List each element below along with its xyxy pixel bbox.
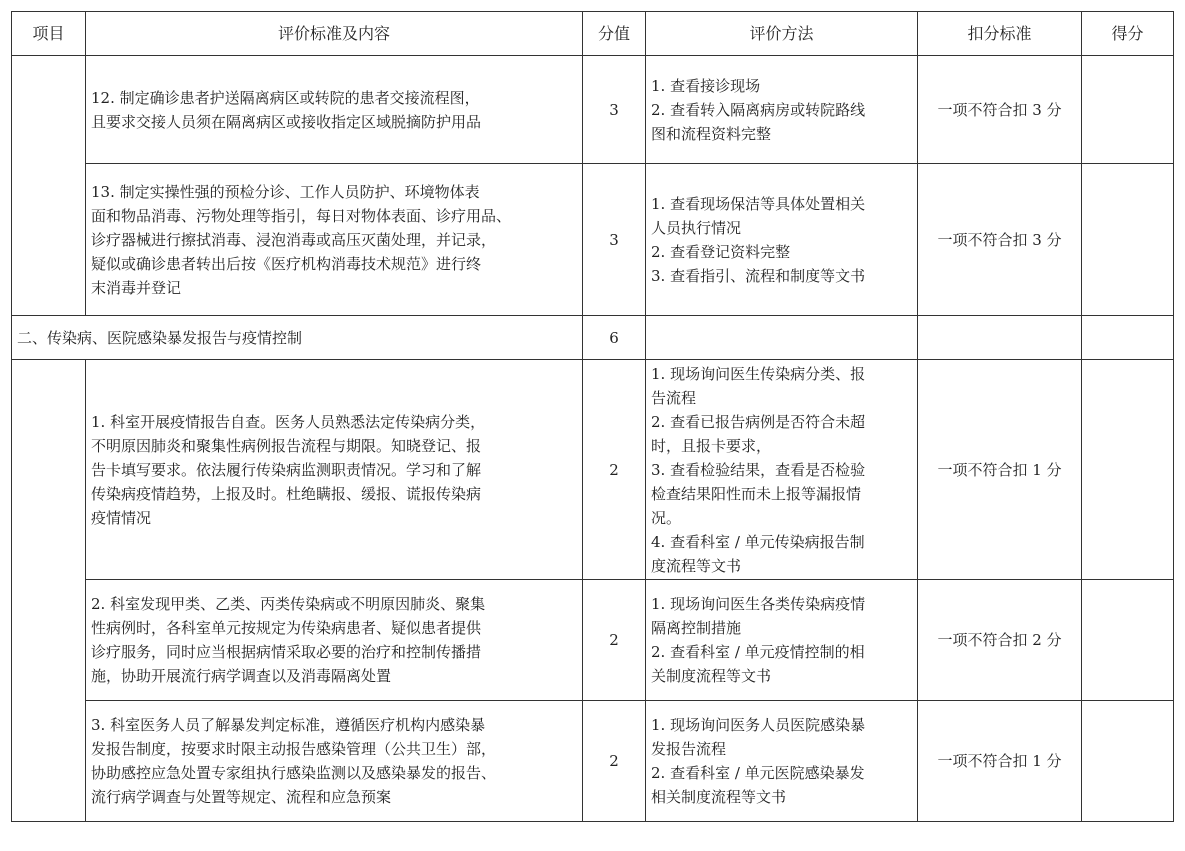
deduction-cell: 一项不符合扣 1 分 (918, 360, 1082, 580)
header-row (12, 12, 1174, 56)
evaluation-table (11, 11, 1174, 822)
header-deduction: 扣分标准 (918, 12, 1082, 56)
deduction-cell: 一项不符合扣 2 分 (918, 580, 1082, 701)
criteria-cell: 3. 科室医务人员了解暴发判定标准，遵循医疗机构内感染暴 发报告制度，按要求时限主动报告感染管理（公共卫生）部， 协助感控应急处置专家组执行感染监测以及感染暴发的报告、 流行病学调查与处置等规定、流程和应急预案 (86, 701, 583, 822)
deduction-cell: 一项不符合扣 3 分 (918, 56, 1082, 164)
result-cell (1082, 580, 1174, 701)
section-title: 二、传染病、医院感染暴发报告与疫情控制 (12, 316, 583, 360)
method-cell: 1. 查看现场保洁等具体处置相关 人员执行情况 2. 查看登记资料完整 3. 查看指引、流程和制度等文书 (646, 164, 918, 316)
deduction-cell: 一项不符合扣 1 分 (918, 701, 1082, 822)
method-cell: 1. 现场询问医生各类传染病疫情 隔离控制措施 2. 查看科室 / 单元疫情控制的相 关制度流程等文书 (646, 580, 918, 701)
result-cell (1082, 164, 1174, 316)
criteria-cell: 1. 科室开展疫情报告自查。医务人员熟悉法定传染病分类， 不明原因肺炎和聚集性病例报告流程与期限。知晓登记、报 告卡填写要求。依法履行传染病监测职责情况。学习和了解 传染病疫情趋势，上报及时。杜绝瞒报、缓报、谎报传染病 疫情情况 (86, 360, 583, 580)
item-cell (12, 56, 86, 316)
section-row (12, 316, 1174, 360)
criteria-cell: 13. 制定实操性强的预检分诊、工作人员防护、环境物体表 面和物品消毒、污物处理等指引，每日对物体表面、诊疗用品、 诊疗器械进行擦拭消毒、浸泡消毒或高压灭菌处理，并记录， 疑似或确诊患者转出后按《医疗机构消毒技术规范》进行终 末消毒并登记 (86, 164, 583, 316)
method-cell: 1. 现场询问医务人员医院感染暴 发报告流程 2. 查看科室 / 单元医院感染暴发 相关制度流程等文书 (646, 701, 918, 822)
table-row (12, 701, 1174, 822)
result-cell (1082, 701, 1174, 822)
result-cell (1082, 360, 1174, 580)
result-cell (1082, 56, 1174, 164)
header-method: 评价方法 (646, 12, 918, 56)
criteria-cell: 2. 科室发现甲类、乙类、丙类传染病或不明原因肺炎、聚集 性病例时，各科室单元按规定为传染病患者、疑似患者提供 诊疗服务，同时应当根据病情采取必要的治疗和控制传播措 施，协助开展流行病学调查以及消毒隔离处置 (86, 580, 583, 701)
table-row (12, 164, 1174, 316)
item-cell (12, 360, 86, 822)
criteria-cell: 12. 制定确诊患者护送隔离病区或转院的患者交接流程图， 且要求交接人员须在隔离病区或接收指定区域脱摘防护用品 (86, 56, 583, 164)
score-cell: 2 (583, 360, 646, 580)
method-cell: 1. 现场询问医生传染病分类、报 告流程 2. 查看已报告病例是否符合未超 时，且报卡要求， 3. 查看检验结果，查看是否检验 检查结果阳性而未上报等漏报情 况。 4. 查看科室 / 单元传染病报告制 度流程等文书 (646, 360, 918, 580)
section-result-cell (1082, 316, 1174, 360)
score-cell: 3 (583, 56, 646, 164)
section-score: 6 (583, 316, 646, 360)
header-item: 项目 (12, 12, 86, 56)
score-cell: 2 (583, 580, 646, 701)
table-row (12, 56, 1174, 164)
score-cell: 2 (583, 701, 646, 822)
table-row (12, 580, 1174, 701)
header-score: 分值 (583, 12, 646, 56)
header-result: 得分 (1082, 12, 1174, 56)
table-row (12, 360, 1174, 580)
header-criteria: 评价标准及内容 (86, 12, 583, 56)
deduction-cell: 一项不符合扣 3 分 (918, 164, 1082, 316)
method-cell: 1. 查看接诊现场 2. 查看转入隔离病房或转院路线 图和流程资料完整 (646, 56, 918, 164)
section-deduction-cell (918, 316, 1082, 360)
score-cell: 3 (583, 164, 646, 316)
section-method-cell (646, 316, 918, 360)
